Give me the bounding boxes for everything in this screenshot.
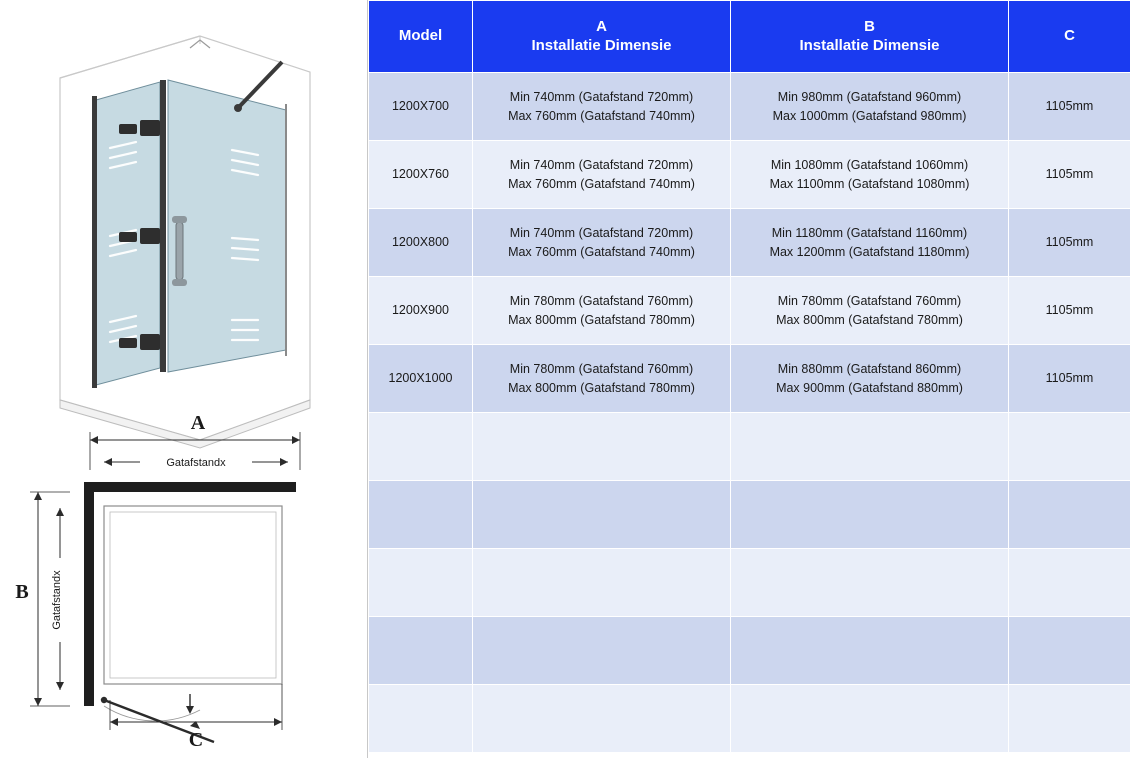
cell-line: Max 1200mm (Gatafstand 1180mm) [769,244,970,259]
cell-dimension-c [1009,685,1130,753]
cell-dimension-b [731,277,1009,345]
label-dim-b: B [15,581,29,603]
cell-line: Max 760mm (Gatafstand 740mm) [508,176,695,191]
cell-dimension-c [1009,73,1130,141]
header-c [1009,1,1130,73]
header-c-letter: C [1064,27,1075,45]
header-b [731,1,1009,73]
label-dim-a-top: A [190,412,206,434]
cell-dimension-c [1009,141,1130,209]
cell-line: 1105mm [1045,167,1094,182]
cell-line: Max 800mm (Gatafstand 780mm) [508,312,695,327]
perspective-view [60,36,310,448]
cell-dimension-c [1009,617,1130,685]
cell-model: 1200X700 [369,73,473,141]
cell-line: Max 900mm (Gatafstand 880mm) [776,380,963,395]
table-row [369,141,1130,209]
table-row [369,277,1130,345]
cell-line: Min 740mm (Gatafstand 720mm) [509,158,694,173]
cell-line: Min 880mm (Gatafstand 860mm) [777,362,962,377]
table-row [369,413,1130,481]
label-gatafstand-side: Gatafstandx [51,570,63,630]
cell-dimension-b [731,413,1009,481]
cell-dimension-c [1009,549,1130,617]
table-row [369,481,1130,549]
cell-model: 1200X760 [369,141,473,209]
cell-dimension-b [731,481,1009,549]
cell-dimension-b [731,345,1009,413]
cell-line: Max 760mm (Gatafstand 740mm) [508,108,695,123]
cell-line: Max 760mm (Gatafstand 740mm) [508,244,695,259]
cell-line: 1105mm [1045,303,1094,318]
header-model [369,1,473,73]
cell-line: Min 780mm (Gatafstand 760mm) [509,362,694,377]
cell-line: 1105mm [1045,99,1094,114]
cell-dimension-c [1009,277,1130,345]
cell-model [369,549,473,617]
table-row [369,209,1130,277]
cell-dimension-c [1009,345,1130,413]
table-row [369,617,1130,685]
cell-dimension-a [473,549,731,617]
cell-model [369,685,473,753]
cell-line: Min 780mm (Gatafstand 760mm) [777,294,962,309]
specification-table-container [368,0,1130,758]
cell-line: Max 800mm (Gatafstand 780mm) [508,380,695,395]
cell-dimension-a [473,685,731,753]
cell-model: 1200X1000 [369,345,473,413]
table-row [369,73,1130,141]
cell-dimension-b [731,209,1009,277]
cell-dimension-b [731,617,1009,685]
cell-line: Min 980mm (Gatafstand 960mm) [777,90,962,105]
label-dim-c: C [188,729,204,751]
cell-dimension-a [473,209,731,277]
cell-model [369,481,473,549]
table-row [369,549,1130,617]
header-a-sub: Installatie Dimensie [531,36,672,54]
cell-dimension-c [1009,209,1130,277]
table-header-row [369,1,1130,73]
cell-dimension-b [731,141,1009,209]
table-header [369,1,1130,73]
cell-dimension-a [473,345,731,413]
cell-dimension-b [731,549,1009,617]
cell-dimension-a [473,481,731,549]
cell-dimension-a [473,141,731,209]
cell-line: 1105mm [1045,235,1094,250]
header-a [473,1,731,73]
cell-line: Max 800mm (Gatafstand 780mm) [776,312,963,327]
table-row [369,345,1130,413]
cell-line: 1105mm [1045,371,1094,386]
cell-dimension-a [473,617,731,685]
cell-dimension-b [731,73,1009,141]
cell-model: 1200X800 [369,209,473,277]
header-b-sub: Installatie Dimensie [799,36,940,54]
table-row [369,685,1130,753]
cell-dimension-a [473,277,731,345]
cell-dimension-a [473,413,731,481]
label-gatafstand-top: Gatafstandx [166,457,226,469]
header-model-letter: Model [398,27,443,45]
header-a-letter: A [596,17,607,35]
cell-model: 1200X900 [369,277,473,345]
cell-model [369,617,473,685]
cell-line: Min 1080mm (Gatafstand 1060mm) [770,158,969,173]
specification-table [368,0,1130,753]
cell-dimension-c [1009,481,1130,549]
cell-line: Min 1180mm (Gatafstand 1160mm) [771,226,968,241]
shower-enclosure-diagram [0,0,368,758]
cell-dimension-c [1009,413,1130,481]
cell-line: Max 1100mm (Gatafstand 1080mm) [769,176,970,191]
cell-dimension-b [731,685,1009,753]
cell-line: Max 1000mm (Gatafstand 980mm) [772,108,967,123]
cell-line: Min 740mm (Gatafstand 720mm) [509,226,694,241]
header-b-letter: B [864,17,875,35]
cell-dimension-a [473,73,731,141]
cell-line: Min 780mm (Gatafstand 760mm) [509,294,694,309]
cell-line: Min 740mm (Gatafstand 720mm) [509,90,694,105]
table-body [369,73,1130,753]
shower-enclosure-diagram-panel [0,0,368,758]
cell-model [369,413,473,481]
plan-view [15,432,300,751]
